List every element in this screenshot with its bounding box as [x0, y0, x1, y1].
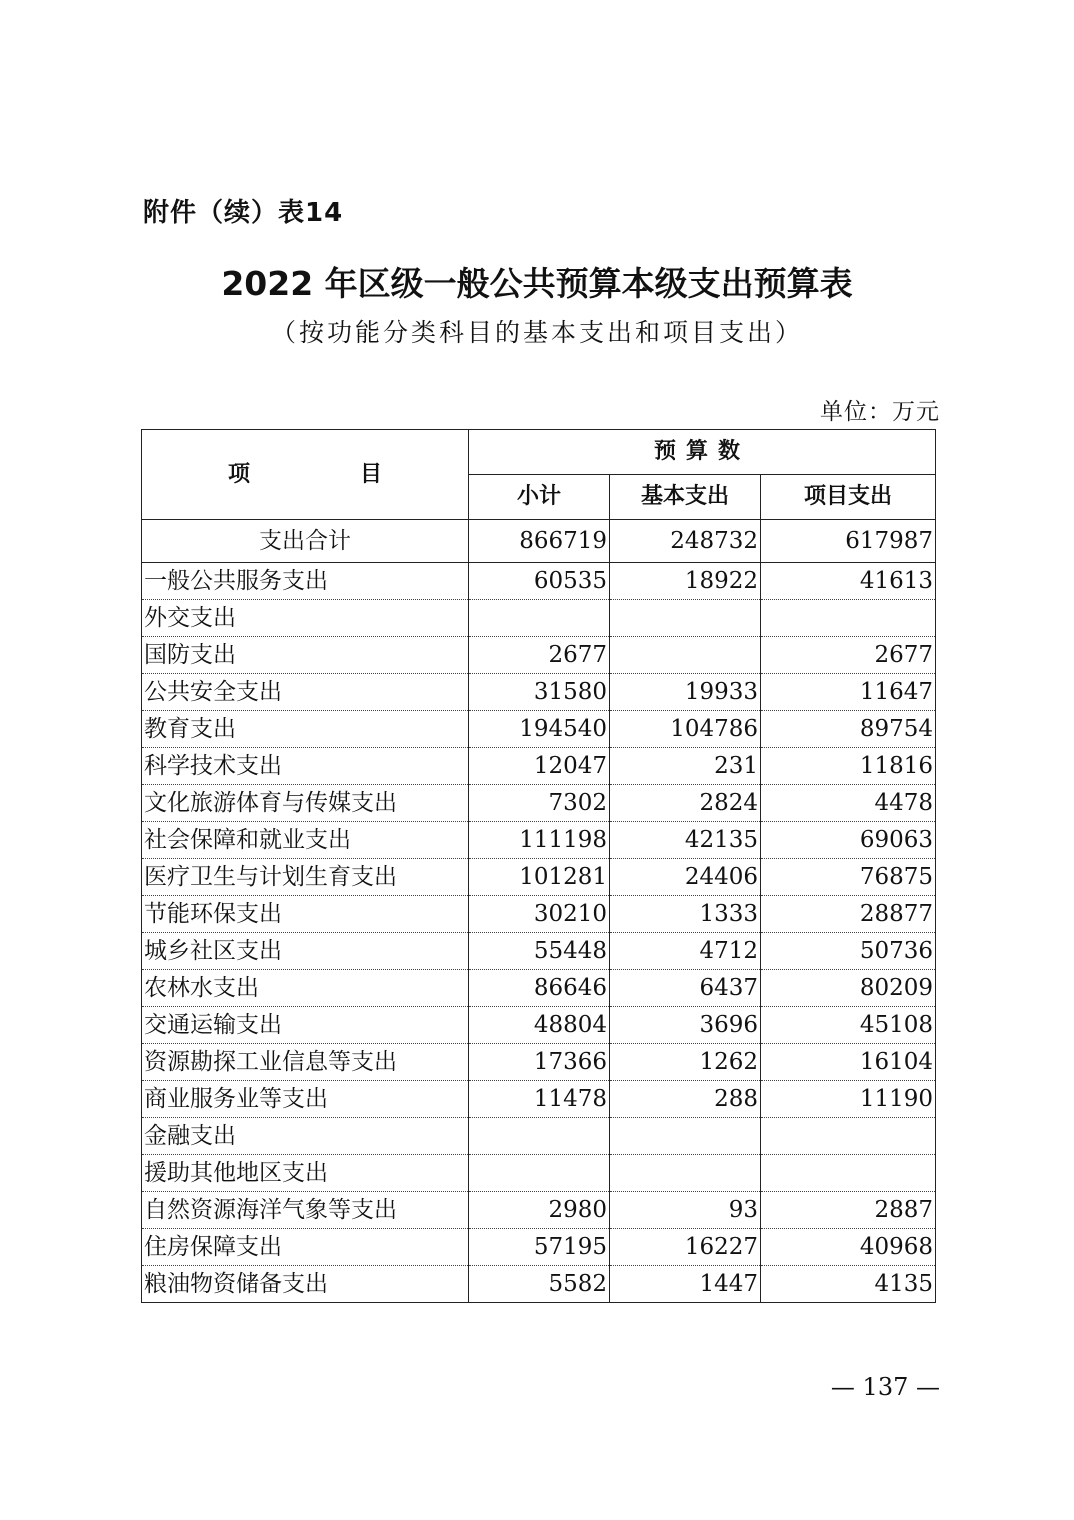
- row-subtotal: 194540: [469, 711, 610, 748]
- row-project: 80209: [761, 970, 936, 1007]
- row-name: 住房保障支出: [142, 1229, 469, 1266]
- table-row: [142, 1229, 936, 1266]
- row-basic: 288: [610, 1081, 761, 1118]
- row-project: 40968: [761, 1229, 936, 1266]
- row-basic: 1447: [610, 1266, 761, 1303]
- row-subtotal: 60535: [469, 563, 610, 600]
- row-basic: [610, 637, 761, 674]
- table-row: [142, 933, 936, 970]
- row-project: [761, 1118, 936, 1155]
- row-project: 11190: [761, 1081, 936, 1118]
- row-project: 11647: [761, 674, 936, 711]
- table-row: [142, 822, 936, 859]
- row-subtotal: 86646: [469, 970, 610, 1007]
- row-name: 粮油物资储备支出: [142, 1266, 469, 1303]
- row-project: 41613: [761, 563, 936, 600]
- row-name: 资源勘探工业信息等支出: [142, 1044, 469, 1081]
- table-row: [142, 896, 936, 933]
- row-project: 16104: [761, 1044, 936, 1081]
- row-project: 4135: [761, 1266, 936, 1303]
- annex-label: 附件（续）表14: [143, 198, 344, 228]
- column-header-project: 项目支出: [761, 475, 936, 520]
- total-project: 617987: [761, 520, 936, 563]
- table-row: [142, 637, 936, 674]
- row-name: 商业服务业等支出: [142, 1081, 469, 1118]
- row-name: 文化旅游体育与传媒支出: [142, 785, 469, 822]
- row-project: 4478: [761, 785, 936, 822]
- row-project: [761, 1155, 936, 1192]
- row-subtotal: 57195: [469, 1229, 610, 1266]
- row-basic: 4712: [610, 933, 761, 970]
- row-name: 医疗卫生与计划生育支出: [142, 859, 469, 896]
- row-basic: 6437: [610, 970, 761, 1007]
- row-subtotal: 111198: [469, 822, 610, 859]
- column-header-item-first: 项: [227, 461, 250, 487]
- total-label: 支出合计: [142, 520, 469, 563]
- row-project: 2677: [761, 637, 936, 674]
- row-subtotal: 55448: [469, 933, 610, 970]
- row-subtotal: 2677: [469, 637, 610, 674]
- column-header-budget: 预算数: [469, 430, 936, 475]
- row-basic: [610, 600, 761, 637]
- table-row: [142, 1007, 936, 1044]
- row-subtotal: 11478: [469, 1081, 610, 1118]
- row-project: 2887: [761, 1192, 936, 1229]
- row-project: 45108: [761, 1007, 936, 1044]
- row-name: 外交支出: [142, 600, 469, 637]
- table-row: [142, 1044, 936, 1081]
- row-basic: 3696: [610, 1007, 761, 1044]
- row-basic: 2824: [610, 785, 761, 822]
- row-subtotal: 31580: [469, 674, 610, 711]
- row-subtotal: 2980: [469, 1192, 610, 1229]
- row-name: 公共安全支出: [142, 674, 469, 711]
- row-project: 69063: [761, 822, 936, 859]
- row-name: 交通运输支出: [142, 1007, 469, 1044]
- row-name: 农林水支出: [142, 970, 469, 1007]
- row-basic: 16227: [610, 1229, 761, 1266]
- table-row: [142, 600, 936, 637]
- row-project: 50736: [761, 933, 936, 970]
- table-row: [142, 970, 936, 1007]
- budget-table: [141, 429, 936, 1303]
- table-row: [142, 785, 936, 822]
- column-header-item-second: 目: [360, 461, 383, 487]
- row-subtotal: 7302: [469, 785, 610, 822]
- row-name: 城乡社区支出: [142, 933, 469, 970]
- row-name: 一般公共服务支出: [142, 563, 469, 600]
- row-basic: 19933: [610, 674, 761, 711]
- row-name: 科学技术支出: [142, 748, 469, 785]
- table-row: [142, 1192, 936, 1229]
- total-basic: 248732: [610, 520, 761, 563]
- column-header-basic: 基本支出: [610, 475, 761, 520]
- unit-label: 单位：万元: [820, 399, 940, 425]
- row-basic: 24406: [610, 859, 761, 896]
- row-basic: 1333: [610, 896, 761, 933]
- table-row: [142, 1155, 936, 1192]
- table-row: [142, 711, 936, 748]
- row-project: 76875: [761, 859, 936, 896]
- table-row: [142, 674, 936, 711]
- total-subtotal: 866719: [469, 520, 610, 563]
- total-row: [142, 520, 936, 563]
- row-name: 自然资源海洋气象等支出: [142, 1192, 469, 1229]
- page-number: — 137 —: [830, 1373, 940, 1401]
- row-project: 89754: [761, 711, 936, 748]
- row-subtotal: 12047: [469, 748, 610, 785]
- row-project: 28877: [761, 896, 936, 933]
- table-row: [142, 563, 936, 600]
- row-subtotal: [469, 1118, 610, 1155]
- row-subtotal: 30210: [469, 896, 610, 933]
- row-subtotal: 48804: [469, 1007, 610, 1044]
- row-subtotal: [469, 1155, 610, 1192]
- row-name: 金融支出: [142, 1118, 469, 1155]
- row-basic: [610, 1155, 761, 1192]
- row-basic: 104786: [610, 711, 761, 748]
- row-basic: 231: [610, 748, 761, 785]
- row-name: 国防支出: [142, 637, 469, 674]
- row-name: 节能环保支出: [142, 896, 469, 933]
- row-subtotal: 101281: [469, 859, 610, 896]
- table-header-row: [142, 430, 936, 475]
- table-row: [142, 1266, 936, 1303]
- row-basic: 42135: [610, 822, 761, 859]
- column-header-subtotal: 小计: [469, 475, 610, 520]
- row-name: 教育支出: [142, 711, 469, 748]
- table-row: [142, 1118, 936, 1155]
- row-subtotal: 17366: [469, 1044, 610, 1081]
- row-subtotal: 5582: [469, 1266, 610, 1303]
- table-row: [142, 1081, 936, 1118]
- page-title: 2022 年区级一般公共预算本级支出预算表: [221, 264, 853, 303]
- row-name: 援助其他地区支出: [142, 1155, 469, 1192]
- table-row: [142, 859, 936, 896]
- row-basic: 93: [610, 1192, 761, 1229]
- row-subtotal: [469, 600, 610, 637]
- row-name: 社会保障和就业支出: [142, 822, 469, 859]
- page-subtitle: （按功能分类科目的基本支出和项目支出）: [270, 318, 803, 347]
- row-project: 11816: [761, 748, 936, 785]
- row-basic: [610, 1118, 761, 1155]
- table-row: [142, 748, 936, 785]
- row-basic: 18922: [610, 563, 761, 600]
- column-header-item: [142, 430, 469, 520]
- row-project: [761, 600, 936, 637]
- row-basic: 1262: [610, 1044, 761, 1081]
